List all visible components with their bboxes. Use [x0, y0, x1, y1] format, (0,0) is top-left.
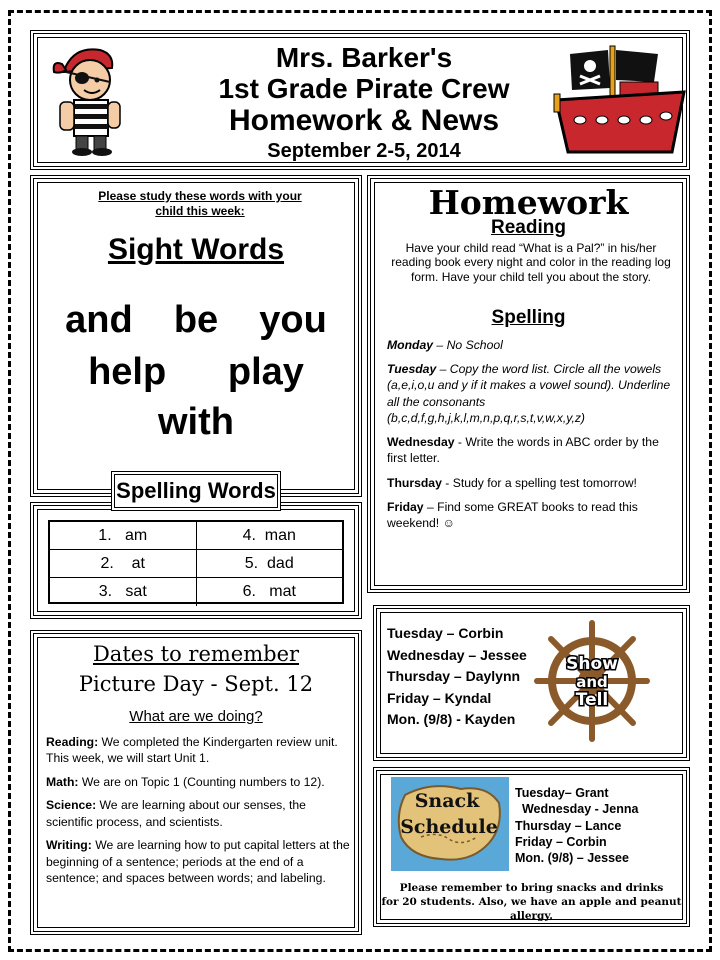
dates-box	[30, 630, 362, 935]
snack-list	[515, 785, 638, 866]
header-box	[30, 30, 690, 170]
list-item: Wednesday - Write the words in ABC order by the first letter.	[387, 435, 659, 466]
list-item: Monday – No School	[387, 338, 503, 352]
svg-text:Schedule: Schedule	[400, 816, 498, 838]
list-item: Writing: We are learning how to put capital letters at the beginning of a sentence; periods at the end of a sentence; and spaces between words; and labeling.	[46, 838, 350, 886]
sight-words-line-3: with	[158, 401, 234, 443]
snack-note-line-1: Please remember to bring snacks and drinks	[399, 882, 664, 894]
list-item: Reading: We completed the Kindergarten review unit. This week, we will start Unit 1.	[46, 735, 338, 766]
show-and-tell-list	[387, 623, 527, 731]
list-item: Tuesday– Grant	[515, 786, 609, 800]
list-item: Tuesday – Corbin	[387, 625, 504, 641]
table-row	[50, 550, 342, 578]
study-note-line-1: Please study these words with your	[98, 189, 302, 203]
homework-box	[367, 175, 690, 593]
spelling-words-tag: Spelling Words	[111, 471, 281, 511]
list-item: Wednesday – Jessee	[387, 646, 527, 663]
list-item: Math: We are on Topic 1 (Counting numbers to 12).	[46, 774, 325, 789]
sight-words-title: Sight Words	[107, 233, 285, 266]
show-and-tell-box	[373, 605, 690, 761]
table-row	[50, 578, 342, 606]
snack-box	[373, 767, 690, 927]
picture-day: Picture Day - Sept. 12	[78, 672, 314, 696]
spelling-cell: 5. dad	[244, 555, 294, 572]
list-item: Thursday – Daylynn	[387, 668, 521, 684]
homework-title: Homework	[428, 183, 629, 222]
header-line-2: 1st Grade Pirate Crew	[218, 73, 510, 104]
svg-text:Show: Show	[566, 654, 618, 674]
list-item: Thursday – Lance	[515, 818, 622, 833]
study-note	[74, 189, 326, 219]
list-item: Science: We are learning about our senses, the scientific process, and scientists.	[46, 798, 306, 829]
spelling-cell: 4. man	[242, 527, 296, 544]
table-row	[50, 522, 342, 550]
spelling-cell: 6. mat	[242, 583, 296, 600]
reading-heading: Reading	[491, 217, 566, 238]
header-date: September 2-5, 2014	[267, 140, 461, 162]
snack-note-line-2: for 20 students. Also, we have an apple and peanut allergy.	[381, 896, 682, 923]
list-item: Wednesday - Jenna	[515, 802, 639, 817]
svg-text:and: and	[576, 673, 608, 691]
list-item: Tuesday – Copy the word list. Circle all the vowels (a,e,i,o,u and y if it makes a vowel sound). Underline all the consonants (b,c,d,f,g,h,j,k,l,m,n,p,q,r,s,t,v,w,x,y,z)	[387, 362, 671, 425]
homework-list	[387, 337, 679, 539]
list-item: Friday – Find some GREAT books to read this weekend! ☺	[387, 499, 638, 530]
dates-body	[46, 734, 352, 894]
sight-words-line-1: and be you	[65, 299, 327, 341]
spelling-table	[48, 520, 344, 604]
spelling-words-box	[30, 502, 362, 619]
ship-wheel-icon	[533, 619, 651, 743]
sight-words-box	[30, 175, 362, 497]
snack-note	[377, 881, 686, 924]
doing-heading: What are we doing?	[129, 708, 263, 725]
sight-words-line-2: help play	[88, 351, 304, 393]
spelling-cell: 2. at	[50, 550, 197, 577]
pirate-ship-icon	[550, 40, 688, 164]
header-line-1: Mrs. Barker's	[275, 42, 453, 73]
spelling-cell: 1. am	[50, 522, 197, 549]
list-item: Thursday - Study for a spelling test tomorrow!	[387, 475, 637, 490]
spelling-heading: Spelling	[491, 307, 566, 328]
pirate-boy-icon	[52, 42, 130, 158]
treasure-map-icon	[391, 777, 509, 871]
list-item: Friday – Corbin	[515, 834, 607, 849]
study-note-line-2: child this week:	[155, 204, 245, 218]
spelling-cell: 3. sat	[50, 578, 197, 606]
list-item: Mon. (9/8) - Kayden	[387, 711, 516, 727]
dates-title: Dates to remember	[92, 642, 300, 666]
svg-text:Tell: Tell	[575, 690, 609, 710]
reading-text: Have your child read “What is a Pal?” in his/her reading book every night and color in the reading log form. Have your child tell you about the story.	[391, 241, 671, 284]
list-item: Mon. (9/8) – Jessee	[515, 851, 629, 866]
list-item: Friday – Kyndal	[387, 689, 492, 706]
header-line-3: Homework & News	[228, 104, 500, 137]
svg-text:Snack: Snack	[414, 790, 480, 812]
